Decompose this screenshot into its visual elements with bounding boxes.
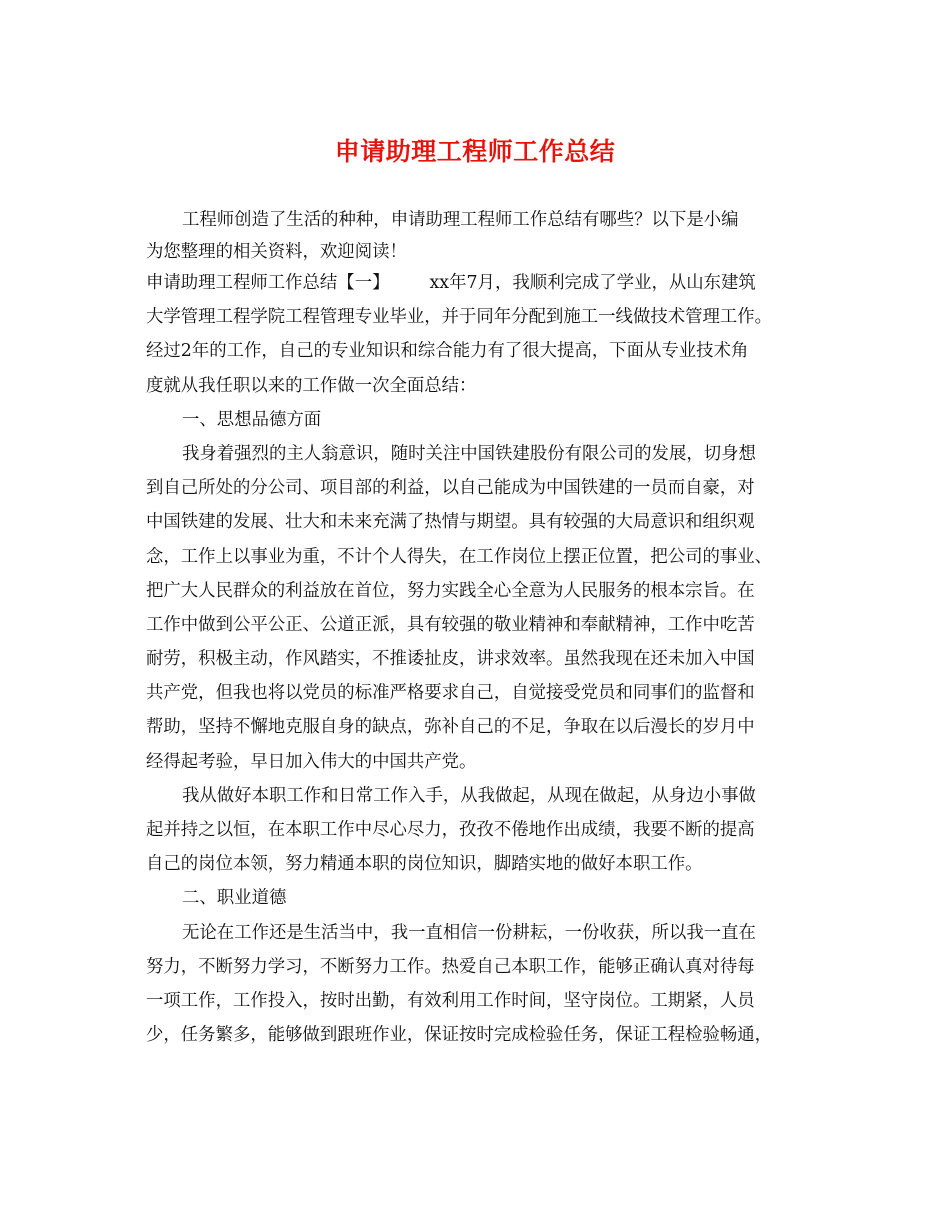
text-line: 帮助，坚持不懈地克服自身的缺点，弥补自己的不足，争取在以后漫长的岁月中: [146, 717, 755, 738]
text-line: 中国铁建的发展、壮大和未来充满了热情与期望。具有较强的大局意识和组织观: [146, 512, 755, 533]
section-heading: 二、职业道德: [182, 888, 287, 909]
text-line: 自己的岗位本领，努力精通本职的岗位知识，脚踏实地的做好本职工作。: [146, 854, 703, 875]
text-line: 到自己所处的分公司、项目部的利益，以自己能成为中国铁建的一员而自豪，对: [146, 478, 755, 499]
text-line: 起并持之以恒，在本职工作中尽心尽力，孜孜不倦地作出成绩，我要不断的提高: [146, 820, 755, 840]
document-body: [146, 203, 806, 1052]
text-line: 工作中做到公平公正、公道正派，具有较强的敬业精神和奉献精神，工作中吃苦: [146, 614, 755, 635]
section-heading: 申请助理工程师工作总结【一】: [146, 273, 390, 293]
text-line: 无论在工作还是生活当中，我一直相信一份耕耘，一份收获，所以我一直在: [182, 922, 756, 943]
text-line: 度就从我任职以来的工作做一次全面总结：: [146, 375, 477, 396]
text-line: 共产党，但我也将以党员的标准严格要求自己，自觉接受党员和同事们的监督和: [146, 683, 755, 704]
text-line: 念，工作上以事业为重，不计个人得失，在工作岗位上摆正位置，把公司的事业、: [146, 546, 773, 567]
text-line: [146, 266, 806, 300]
document-title: 申请助理工程师工作总结: [334, 137, 616, 166]
text-line: 耐劳，积极主动，作风踏实，不推诿扯皮，讲求效率。虽然我现在还未加入中国: [146, 649, 755, 670]
text-line: 少，任务繁多，能够做到跟班作业，保证按时完成检验任务，保证工程检验畅通，: [146, 1025, 773, 1046]
text-line: 努力，不断努力学习，不断努力工作。热爱自己本职工作，能够正确认真对待每: [146, 956, 755, 977]
text-line: 大学管理工程学院工程管理专业毕业，并于同年分配到施工一线做技术管理工作。: [146, 307, 773, 328]
text-line: 一项工作，工作投入，按时出勤，有效利用工作时间，坚守岗位。工期紧，人员: [146, 990, 755, 1011]
text-line: 为您整理的相关资料，欢迎阅读！: [146, 242, 407, 262]
section-heading: 一、思想品德方面: [182, 409, 322, 430]
text-line: 我身着强烈的主人翁意识，随时关注中国铁建股份有限公司的发展，切身想: [182, 443, 756, 464]
text-line: 把广大人民群众的利益放在首位，努力实践全心全意为人民服务的根本宗旨。在: [146, 580, 755, 601]
text-line: 工程师创造了生活的种种，申请助理工程师工作总结有哪些？以下是小编: [182, 210, 739, 230]
text-line: 我从做好本职工作和日常工作入手，从我做起，从现在做起，从身边小事做: [182, 785, 756, 806]
text-line: 经得起考验，早日加入伟大的中国共产党。: [146, 751, 477, 772]
text-fragment: xx年7月，我顺利完成了学业，从山东建筑: [429, 273, 756, 293]
text-line: 经过2年的工作，自己的专业知识和综合能力有了很大提高，下面从专业技术角: [146, 341, 749, 362]
